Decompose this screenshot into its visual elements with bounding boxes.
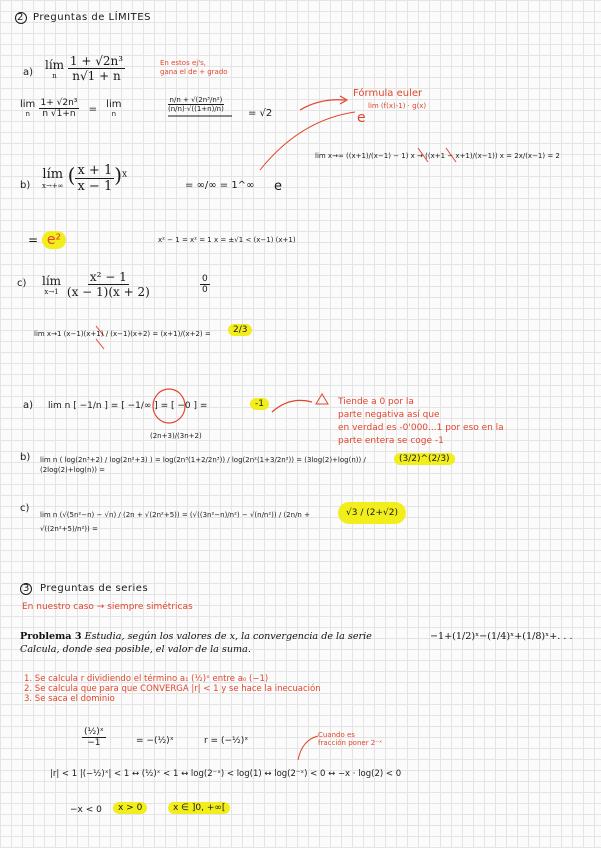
set2-a-expr: lim n [ −1/n ] = [ −1/∞ ] = [ −0 ] = — [48, 401, 208, 411]
steps-list: 1. Se calcula r dividiendo el término a₁ (½)ˣ entre a₀ (−1) 2. Se calcula que para que CONVERGA |r| < 1 y se hace la inecuación 3. Se saca el dominio — [24, 674, 321, 704]
item-b-result: = e² — [28, 232, 66, 248]
item-b-e: e — [274, 179, 282, 194]
euler-calc: lim x→∞ ((x+1)/(x−1) − 1) x → ((x+1 − x+1)/(x−1)) x = 2x/(x−1) = 2 — [315, 152, 560, 160]
set2-a-result: -1 — [250, 399, 269, 409]
section2-title: Preguntas de LÍMITES — [33, 12, 151, 23]
item-b-label: b) — [20, 180, 31, 191]
section2-number: 2 — [17, 12, 24, 23]
item-a-label: a) — [23, 67, 34, 78]
item-c-result: 2/3 — [228, 324, 252, 335]
set2-a-label: a) — [23, 400, 34, 411]
set2-b-exp-top: (2n+3)/(3n+2) — [150, 432, 202, 440]
work3-line3c: x ∈ ]0, +∞[ — [168, 803, 230, 813]
item-a-limit: lím n $\frac{\text{1 + √2n³}}{n√1 + n}$ — [45, 54, 124, 83]
item-b-limit: lím x→+∞ ( $\frac{x + 1}{x - 1}$ )$^x$ — [42, 163, 128, 194]
item-c-indet: $\frac{0}{0}$ — [202, 274, 208, 295]
euler-formula: lim (f(x)-1) · g(x) — [368, 102, 427, 110]
set2-c-expr: lim n (√(5n²−n) − √n) / (2n + √(2n²+5)) = (√((3n²−n)/n²) − √(n/n²)) / (2n/n + √((2n²+5)/n²)) = — [40, 511, 310, 533]
item-c-limit: lím x→1 $\frac{\text{x² − 1}}{(x - 1)(x + 2)}$ — [42, 270, 150, 299]
item-c-work: lim x→1 (x−1)(x+1) / (x−1)(x+2) = (x+1)/(x+2) = — [34, 330, 211, 338]
item-b-indet: = ∞/∞ = 1^∞ — [185, 180, 255, 191]
work3-note: Cuando es fracción poner 2⁻ˣ — [318, 731, 383, 747]
item-b-aside: x² − 1 = x² = 1 x = ±√1 < (x−1) (x+1) — [158, 236, 296, 244]
item-a-work: lim n $\frac{\text{1+ √2n³}}{n √1+n}$ = lim n — [20, 98, 122, 119]
problem-text: Problema 3 Estudia, según los valores de x, la convergencia de la serie — [20, 631, 372, 642]
item-a-work2: $\frac{\text{n/n + √(2n³/n²)}}{(n/n)\cdot√((1+n)/n)}$ — [168, 96, 224, 113]
problem-series: −1+(1/2)ˣ−(1/4)ˣ+(1/8)ˣ+. . . — [430, 631, 573, 642]
item-a-result: = √2 — [248, 108, 273, 119]
work3-frac: $\frac{\text{(½)ˣ}}{-1}$ — [84, 727, 104, 748]
problem-text2: Calcula, donde sea posible, el valor de la suma. — [20, 644, 251, 655]
set2-b-expr: lim n ( log(2n³+2) / log(2n²+3) ) = log(2n³(1+2/2n³)) / log(2n²(1+3/2n²)) = (3log(2)+log(n)) / (2log(2)+log(n)) = — [40, 456, 366, 474]
item-a-note: En estos ej's, gana el de + grado — [160, 59, 228, 76]
section3-note: En nuestro caso → siempre simétricas — [22, 602, 193, 612]
work3-line3b: x > 0 — [113, 803, 147, 813]
euler-base: e — [357, 110, 366, 126]
section3-title: Preguntas de series — [40, 583, 149, 594]
work3-line3a: −x < 0 — [70, 805, 102, 815]
set2-b-result: (3/2)^(2/3) — [394, 454, 455, 464]
set2-c-label: c) — [20, 503, 30, 514]
section3-number: 3 — [23, 583, 30, 594]
set2-a-note: Tiende a 0 por la parte negativa así que en verdad es -0'000...1 por eso en la parte entera se coge -1 — [338, 397, 504, 446]
work3-line2: |r| < 1 |(−½)ˣ| < 1 ↔ (½)ˣ < 1 ↔ log(2⁻ˣ) < log(1) ↔ log(2⁻ˣ) < 0 ↔ −x · log(2) < 0 — [50, 769, 402, 779]
set2-c-result: √3 / (2+√2) — [338, 508, 406, 518]
euler-title: Fórmula euler — [353, 88, 423, 99]
set2-b-label: b) — [20, 452, 31, 463]
item-c-label: c) — [17, 278, 27, 289]
work3-r: r = (−½)ˣ — [204, 736, 249, 746]
work3-eq1: = −(½)ˣ — [136, 736, 174, 746]
